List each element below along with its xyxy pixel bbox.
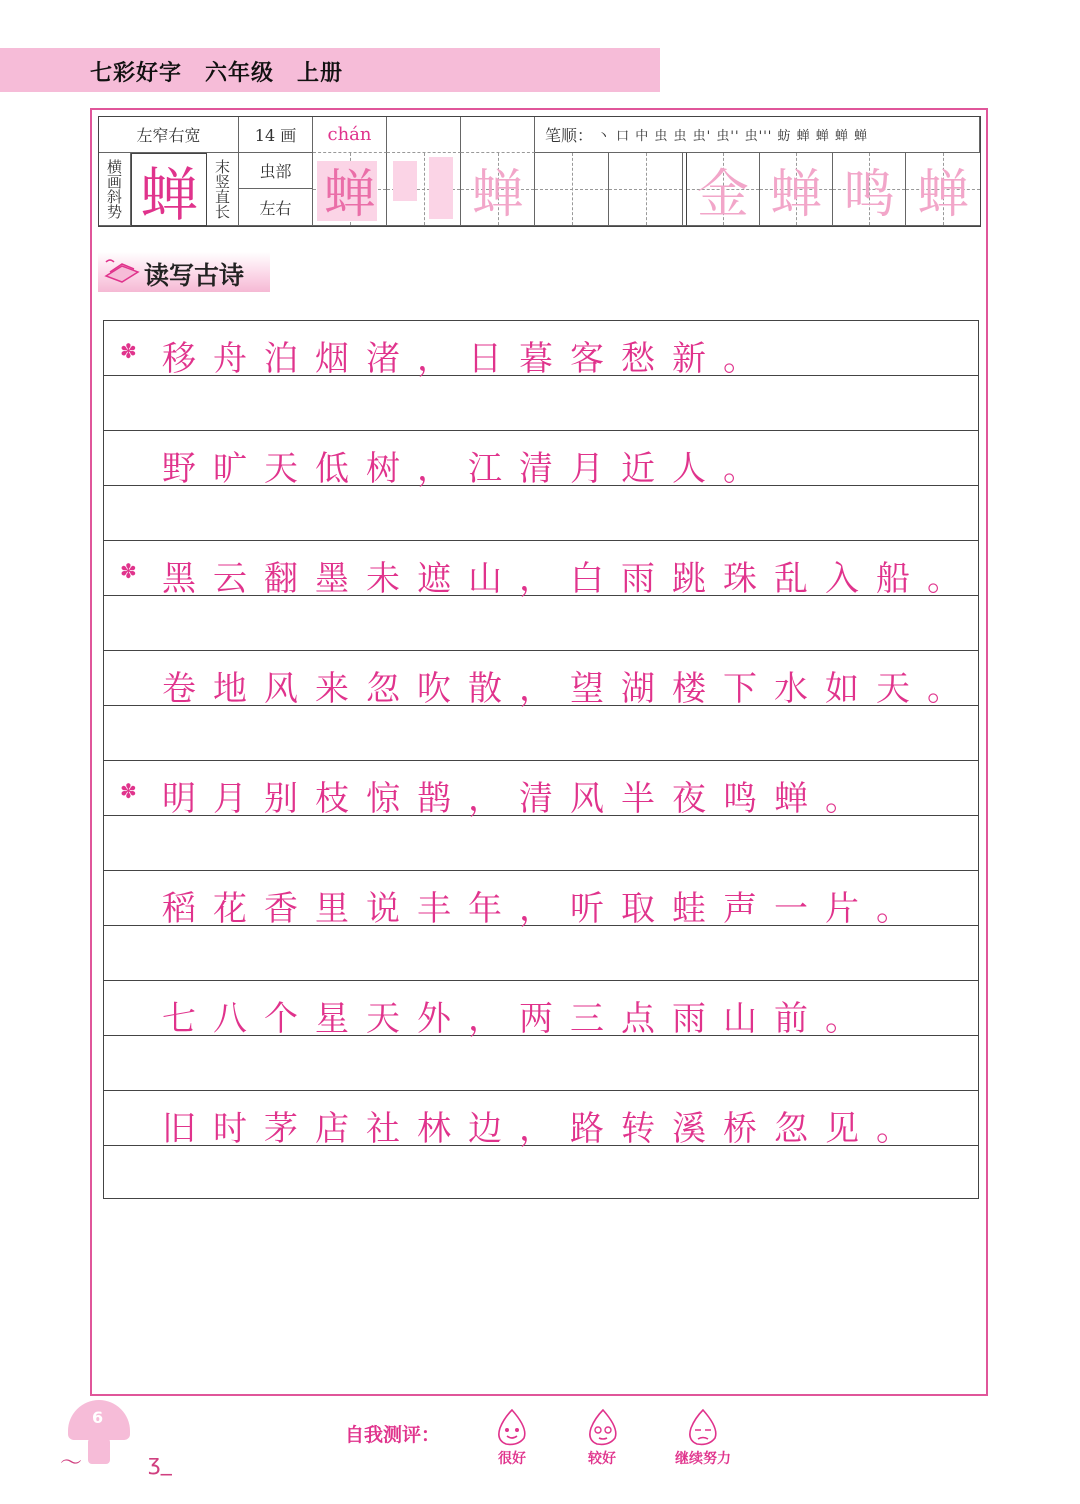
- blank-writing-line[interactable]: [104, 926, 978, 981]
- verse-text: 卷地风来忽吹散，望湖楼下水如天。: [162, 669, 978, 709]
- strokes-cell: [239, 117, 313, 153]
- blank-writing-line[interactable]: [104, 486, 978, 541]
- word-box-1[interactable]: [687, 153, 760, 226]
- radical-cell: [239, 153, 313, 189]
- grid-guide: [535, 189, 608, 190]
- trace-character: 蝉: [323, 164, 376, 225]
- right-tip: 末竖直长: [213, 159, 231, 219]
- rating-keep-trying: 继续努力: [675, 1451, 731, 1467]
- word-character: 金: [696, 164, 749, 225]
- stroke-part-right: [429, 157, 453, 219]
- star-marker-icon: ✽: [120, 779, 137, 803]
- sad-face-icon[interactable]: [683, 1408, 723, 1446]
- blank-writing-line[interactable]: [104, 596, 978, 651]
- practice-box-1[interactable]: [535, 153, 609, 226]
- book-icon: [104, 258, 140, 284]
- trace-box-1[interactable]: [313, 153, 387, 226]
- pinyin: chán: [327, 124, 372, 145]
- star-marker-icon: ✽: [120, 559, 137, 583]
- word-character: 蝉: [916, 164, 969, 225]
- verse-text: 旧时茅店社林边，路转溪桥忽见。: [162, 1109, 927, 1149]
- verse-line[interactable]: [104, 981, 978, 1039]
- main-character-box: [131, 153, 207, 229]
- trace-character: 蝉: [471, 164, 524, 225]
- verse-text: 野旷天低树，江清月近人。: [162, 449, 774, 489]
- verse-text: 七八个星天外，两三点雨山前。: [162, 999, 876, 1039]
- grid-guide: [609, 189, 682, 190]
- practice-box-2[interactable]: [609, 153, 683, 226]
- rating-good: 较好: [588, 1451, 616, 1467]
- character-study-table: [98, 116, 981, 227]
- layout-cell: [239, 189, 313, 226]
- verse-text: 稻花香里说丰年，听取蛙声一片。: [162, 889, 927, 929]
- rating-very-good: 很好: [498, 1451, 526, 1467]
- layout: 左右: [259, 198, 292, 218]
- word-character: 蝉: [769, 164, 822, 225]
- word-box-3[interactable]: [833, 153, 906, 226]
- radical: 虫部: [259, 162, 292, 181]
- content-face-icon[interactable]: [583, 1408, 623, 1446]
- verse-line[interactable]: [104, 1091, 978, 1149]
- blank-writing-line[interactable]: [104, 706, 978, 761]
- stroke-count: 14 画: [254, 126, 297, 145]
- verse-line[interactable]: [104, 541, 978, 599]
- word-box-4[interactable]: [906, 153, 980, 226]
- verse-line[interactable]: [104, 321, 978, 379]
- trace-box-2[interactable]: [387, 153, 461, 226]
- pinyin-blank-2[interactable]: [461, 117, 535, 153]
- main-character: 蝉: [139, 160, 198, 229]
- page-number: 6: [92, 1408, 104, 1427]
- section-title: 读写古诗: [144, 261, 245, 290]
- blank-writing-line[interactable]: [104, 376, 978, 431]
- stroke-order-label: 笔顺：: [545, 126, 594, 145]
- smile-face-icon[interactable]: [492, 1408, 532, 1446]
- self-eval-label: 自我测评：: [345, 1424, 441, 1446]
- left-tip: 横画斜势: [105, 159, 123, 219]
- word-box-2[interactable]: [760, 153, 833, 226]
- blank-writing-line[interactable]: [104, 1146, 978, 1201]
- blank-writing-line[interactable]: [104, 816, 978, 871]
- poem-writing-lines: [103, 320, 979, 1199]
- verse-line[interactable]: [104, 871, 978, 929]
- blank-writing-line[interactable]: [104, 1036, 978, 1091]
- left-tip-cell: [99, 153, 131, 226]
- verse-line[interactable]: [104, 431, 978, 489]
- structure-label: 左窄右宽: [136, 126, 201, 145]
- star-marker-icon: ✽: [120, 339, 137, 363]
- verse-line[interactable]: [104, 651, 978, 709]
- stroke-order-cell: [535, 117, 980, 153]
- stroke-order-sequence: 丶 口 中 虫 虫 虫' 虫'' 虫''' 蚄 蝉 蝉 蝉 蝉: [597, 129, 869, 144]
- page-header-title: 七彩好字 六年级 上册: [90, 61, 344, 86]
- grass-icon: ～ ʒ_: [60, 1451, 172, 1476]
- verse-text: 黑云翻墨未遮山，白雨跳珠乱入船。: [162, 559, 978, 599]
- verse-line[interactable]: [104, 761, 978, 819]
- verse-text: 明月别枝惊鹊，清风半夜鸣蝉。: [162, 779, 876, 819]
- trace-box-3[interactable]: [461, 153, 535, 226]
- pinyin-cell: [313, 117, 387, 153]
- stroke-part-left: [393, 161, 417, 201]
- word-character: 鸣: [842, 164, 895, 225]
- verse-text: 移舟泊烟渚，日暮客愁新。: [162, 339, 774, 379]
- pinyin-blank-1[interactable]: [387, 117, 461, 153]
- right-tip-cell: [207, 153, 239, 226]
